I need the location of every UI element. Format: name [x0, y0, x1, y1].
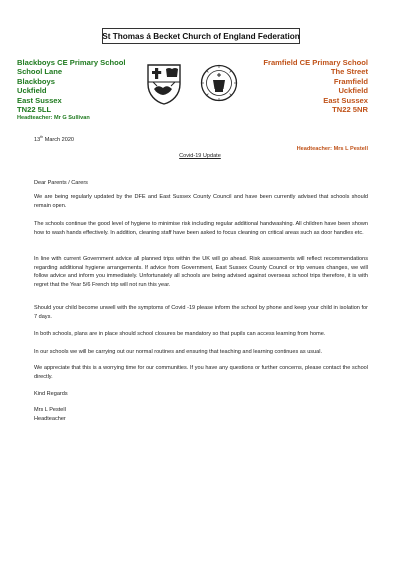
right-school-address-line: Framfield — [333, 76, 368, 86]
right-school-name: Framfield CE Primary School — [263, 58, 368, 67]
federation-title: St Thomas á Becket Church of England Federation — [102, 31, 300, 41]
left-school-name: Blackboys CE Primary School — [17, 58, 126, 67]
letter-paragraph: Should your child become unwell with the symptoms of Covid -19 please inform the school by phone and keep your child in isolation for 7 days. — [34, 305, 368, 320]
blackboys-shield-logo — [145, 62, 183, 106]
date-month-year: March 2020 — [43, 137, 75, 143]
left-school-address-line: TN22 5LL — [17, 105, 52, 115]
letter-paragraph: In our schools we will be carrying out our normal routines and ensuring that teaching and learning continues as usual. — [34, 349, 322, 355]
letter-paragraph: In line with current Government advice all planned trips within the UK will go ahead. Risk assessments will reflect recommendations regarding additional hygiene arrangements. If advice from Government, East Sussex County Council or trip venues changes, we will follow advice and inform you immediately. Unfortunately all schools are being advised against overseas school trips therefore, it is with regret that the Year 5/6 French trip will not run this year. — [34, 256, 368, 288]
framfield-seal-logo — [200, 64, 238, 102]
federation-header-box — [102, 28, 300, 44]
letter-paragraph: We are being regularly updated by the DFE and East Sussex County Council and have been currently advised that schools should remain open. — [34, 194, 368, 209]
left-school-address-line: Blackboys — [17, 76, 55, 86]
right-school-headteacher: Headteacher: Mrs L Pestell — [296, 146, 368, 152]
date-day: 13 — [34, 137, 41, 143]
left-school-address-block — [17, 58, 125, 114]
letter-paragraph: The schools continue the good level of hygiene to minimise risk including regular additional handwashing. All children have been shown how to wash hands effectively. In addition, cleaning staff have been asked to focus cleaning on critical areas such as door handles etc. — [34, 221, 368, 236]
letter-paragraph: We appreciate that this is a worrying time for our communities. If you have any questions or further concerns, please contact the school directly. — [34, 365, 368, 380]
right-school-address-line: TN22 5NR — [332, 105, 368, 115]
left-school-address-line: School Lane — [17, 67, 63, 77]
left-school-address-line: East Sussex — [17, 95, 62, 105]
left-school-headteacher: Headteacher: Mr G Sullivan — [17, 115, 90, 121]
right-school-address-line: The Street — [330, 67, 368, 77]
signature-title: Headteacher — [34, 416, 66, 422]
letter-date — [34, 137, 74, 143]
right-school-address-line: Uckfield — [338, 86, 368, 96]
date-suffix: th — [40, 135, 44, 140]
letter-salutation: Dear Parents / Carers — [34, 180, 88, 186]
signature-name: Mrs L Pestell — [34, 407, 66, 413]
letter-subject: Covid-19 Update — [179, 153, 221, 159]
letter-closing: Kind Regards — [34, 391, 68, 397]
right-school-address-line: East Sussex — [323, 95, 368, 105]
right-school-address-block — [263, 58, 368, 114]
left-school-address-line: Uckfield — [17, 86, 47, 96]
letter-paragraph: In both schools, plans are in place should school closures be mandatory so that pupils can access learning from home. — [34, 331, 326, 337]
